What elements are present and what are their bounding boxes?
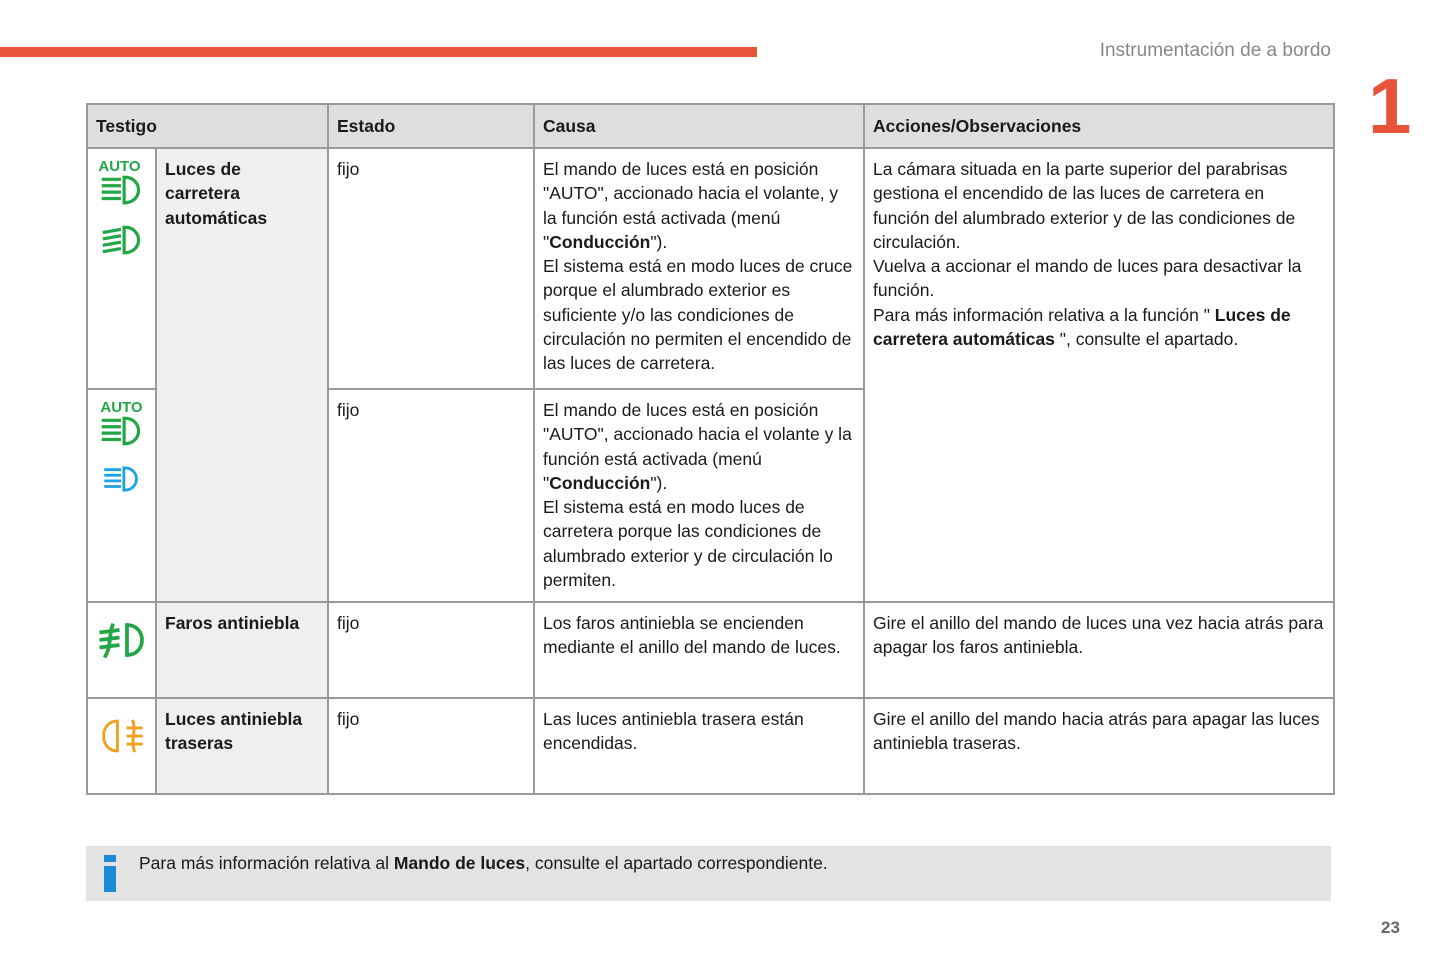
text-segment: , consulte el apartado correspondiente. [525,853,828,873]
page-number: 23 [1381,918,1400,937]
section-title: Instrumentación de a bordo [1099,40,1331,61]
paragraph [873,303,1325,352]
bold-text: Conducción [549,472,651,493]
paragraph [543,611,855,660]
causa-cell [534,602,864,698]
bold-text: Mando de luces [393,853,526,873]
column-header-acciones: Acciones/Observaciones [864,104,1334,148]
paragraph [543,254,855,375]
high-beam-blue-icon [99,465,145,493]
paragraph [873,157,1325,254]
estado-cell: fijo [328,389,534,602]
paragraph [543,495,855,592]
column-header-causa: Causa [534,104,864,148]
text-segment: El mando de luces está en posición "AUTO", accionado hacia el volante y la función está activada (menú " [543,400,852,493]
auto-high-beam-green-icon [97,415,147,447]
indicator-icons [87,148,156,389]
text-segment: El mando de luces está en posición "AUTO", accionado hacia el volante, y la función está activada (menú " [543,159,839,252]
auto-label: AUTO [98,158,141,175]
table-row [87,148,1334,389]
text-segment: Para más información relativa al [139,853,394,873]
paragraph [543,157,855,254]
causa-cell [534,389,864,602]
paragraph [543,707,855,756]
text-segment: Vuelva a accionar el mando de luces para desactivar la función. [873,256,1302,301]
estado-cell: fijo [328,148,534,389]
text-segment: ", consulte el apartado. [1054,329,1239,350]
info-note [86,846,1331,901]
rear-fog-lamp-icon [99,717,145,755]
auto-label: AUTO [100,399,143,416]
text-segment: La cámara situada en la parte superior del parabrisas gestiona el encendido de las luces de carretera en función del alumbrado exterior y de las condiciones de circulación. [873,159,1296,252]
front-fog-lamp-icon [97,621,147,659]
acciones-cell [864,698,1334,794]
text-segment: El sistema está en modo luces de cruce porque el alumbrado exterior es suficiente y/o las condiciones de circulación no permiten el encendido de las luces de carretera. [543,256,853,374]
acciones-cell [864,602,1334,698]
paragraph [543,398,855,495]
high-beam-dipped-green-icon [97,224,147,256]
indicator-icons [87,389,156,602]
bold-text: Luces de carretera automáticas [873,304,1291,350]
estado-cell: fijo [328,698,534,794]
text-segment: Los faros antiniebla se encienden mediante el anillo del mando de luces. [543,613,841,658]
indicator-name: Luces antiniebla traseras [156,698,328,794]
auto-high-beam-green-icon [97,174,147,206]
info-text [139,853,828,874]
paragraph [873,707,1325,756]
bold-text: Conducción [549,231,651,252]
table-header-row [87,104,1334,148]
causa-cell [534,148,864,389]
paragraph [873,611,1325,660]
warning-lights-table [86,103,1335,795]
info-icon [104,855,116,892]
header-accent-bar [0,47,757,57]
column-header-testigo: Testigo [87,104,328,148]
column-header-estado: Estado [328,104,534,148]
text-segment: Las luces antiniebla trasera están encendidas. [543,709,804,754]
text-segment: "). [650,231,668,252]
estado-cell: fijo [328,602,534,698]
table-row [87,602,1334,698]
indicator-icons [87,698,156,794]
text-segment: El sistema está en modo luces de carretera porque las condiciones de alumbrado exterior y de circulación lo permiten. [543,497,833,591]
indicator-name: Luces de carretera automáticas [156,148,328,602]
text-segment: "). [650,472,668,493]
indicator-icons [87,602,156,698]
chapter-number: 1 [1368,62,1412,150]
table-row [87,698,1334,794]
text-segment: Para más información relativa a la función " [873,304,1215,325]
indicator-name: Faros antiniebla [156,602,328,698]
acciones-cell [864,148,1334,602]
paragraph [873,254,1325,303]
causa-cell [534,698,864,794]
text-segment: Gire el anillo del mando hacia atrás para apagar las luces antiniebla traseras. [873,709,1320,754]
text-segment: Gire el anillo del mando de luces una vez hacia atrás para apagar los faros antiniebla. [873,613,1324,658]
